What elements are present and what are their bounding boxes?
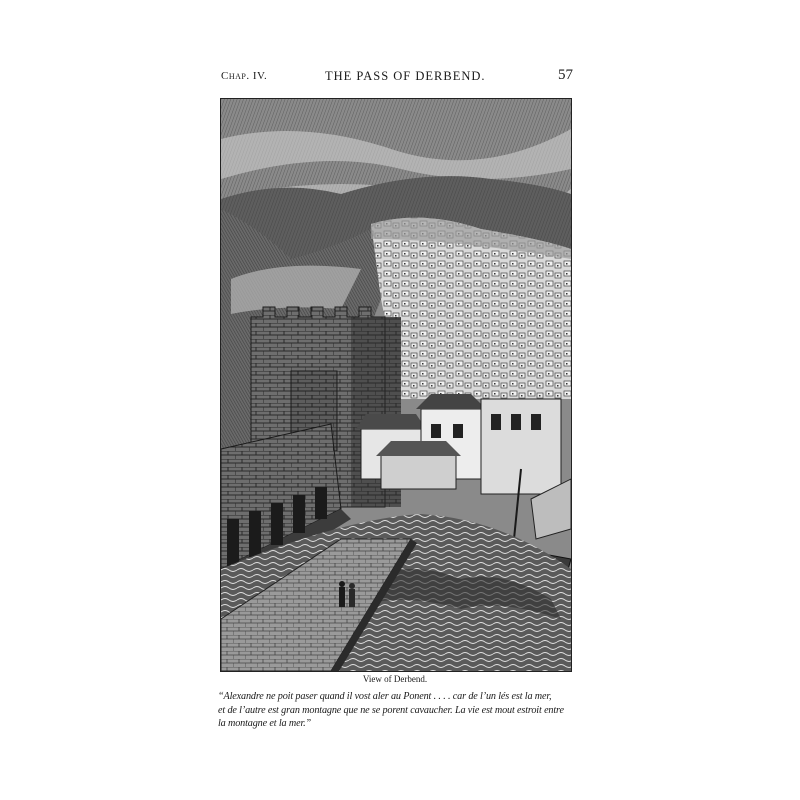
illustration-caption: View of Derbend. [362, 674, 428, 684]
page-title: THE PASS OF DERBEND. [325, 69, 486, 83]
chapter-label: Chap. IV. [221, 70, 268, 82]
quotation [218, 690, 578, 731]
quotation-line-2: et de l’autre est gran montagne que ne se porent cavaucher. La vie est mout estroit entre [218, 704, 564, 716]
derbend-engraving [221, 99, 571, 671]
quotation-line-1: “Alexandre ne poit paser quand il vost aler au Ponent . . . . car de l’un lés est la mer, [218, 691, 552, 702]
page-number: 57 [558, 67, 573, 83]
running-head [221, 68, 573, 88]
quotation-line-3: la montagne et la mer.” [218, 718, 312, 729]
engraving-plate [220, 98, 572, 672]
